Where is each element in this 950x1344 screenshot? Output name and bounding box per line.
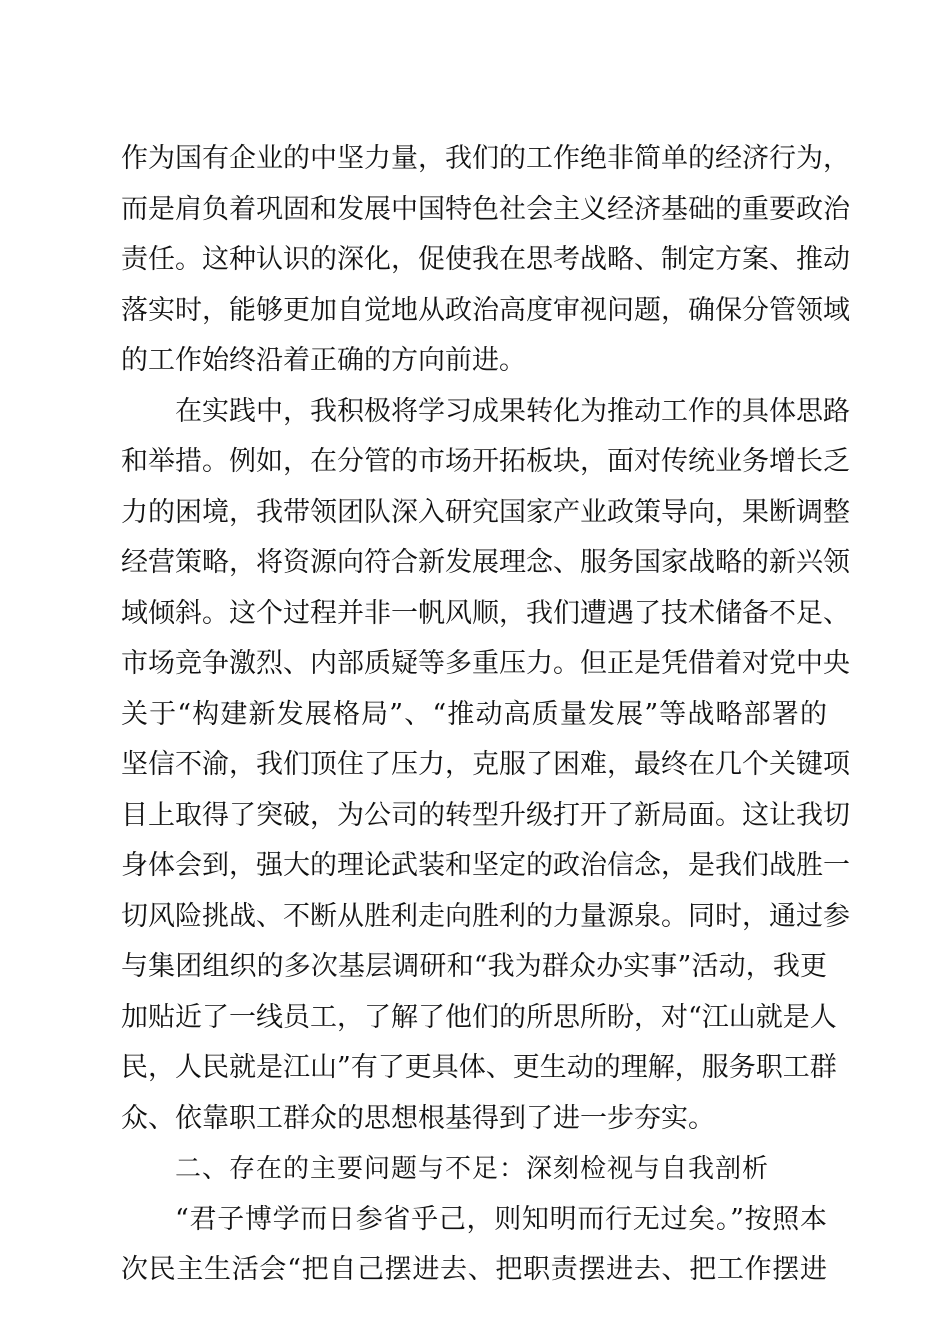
paragraph-line: 众、依靠职工群众的思想根基得到了进一步夯实。 bbox=[121, 1103, 715, 1134]
paragraph-line: 的工作始终沿着正确的方向前进。 bbox=[121, 345, 526, 376]
section-heading: 二、存在的主要问题与不足：深刻检视与自我剖析 bbox=[175, 1154, 770, 1184]
paragraph-line: 力的困境，我带领团队深入研究国家产业政策导向，果断调整 bbox=[121, 497, 850, 528]
paragraph-line: 在实践中，我积极将学习成果转化为推动工作的具体思路 bbox=[175, 396, 850, 427]
paragraph-line: “君子博学而日参省乎己，则知明而行无过矣。”按照本 bbox=[175, 1204, 827, 1235]
paragraph-line: 加贴近了一线员工，了解了他们的所思所盼，对“江山就是人 bbox=[121, 1002, 837, 1033]
paragraph-line: 责任。这种认识的深化，促使我在思考战略、制定方案、推动 bbox=[121, 244, 850, 275]
paragraph-line: 次民主生活会“把自己摆进去、把职责摆进去、把工作摆进 bbox=[121, 1254, 827, 1285]
paragraph-line: 经营策略，将资源向符合新发展理念、服务国家战略的新兴领 bbox=[121, 547, 850, 578]
paragraph-line: 坚信不渝，我们顶住了压力，克服了困难，最终在几个关键项 bbox=[121, 749, 850, 780]
paragraph-line: 关于“构建新发展格局”、“推动高质量发展”等战略部署的 bbox=[121, 699, 827, 730]
paragraph-line: 民，人民就是江山”有了更具体、更生动的理解，服务职工群 bbox=[121, 1052, 837, 1083]
paragraph-line: 目上取得了突破，为公司的转型升级打开了新局面。这让我切 bbox=[121, 800, 850, 831]
paragraph-line: 市场竞争激烈、内部质疑等多重压力。但正是凭借着对党中央 bbox=[121, 648, 850, 679]
paragraph-line: 身体会到，强大的理论武装和坚定的政治信念，是我们战胜一 bbox=[121, 850, 850, 881]
paragraph-line: 落实时，能够更加自觉地从政治高度审视问题，确保分管领域 bbox=[121, 295, 850, 326]
paragraph-line: 切风险挑战、不断从胜利走向胜利的力量源泉。同时，通过参 bbox=[121, 901, 850, 932]
paragraph-line: 而是肩负着巩固和发展中国特色社会主义经济基础的重要政治 bbox=[121, 194, 850, 225]
paragraph-line: 域倾斜。这个过程并非一帆风顺，我们遭遇了技术储备不足、 bbox=[121, 598, 850, 629]
paragraph-line: 与集团组织的多次基层调研和“我为群众办实事”活动，我更 bbox=[121, 951, 827, 982]
paragraph-line: 作为国有企业的中坚力量，我们的工作绝非简单的经济行为， bbox=[121, 143, 850, 174]
paragraph-line: 和举措。例如，在分管的市场开拓板块，面对传统业务增长乏 bbox=[121, 446, 850, 477]
